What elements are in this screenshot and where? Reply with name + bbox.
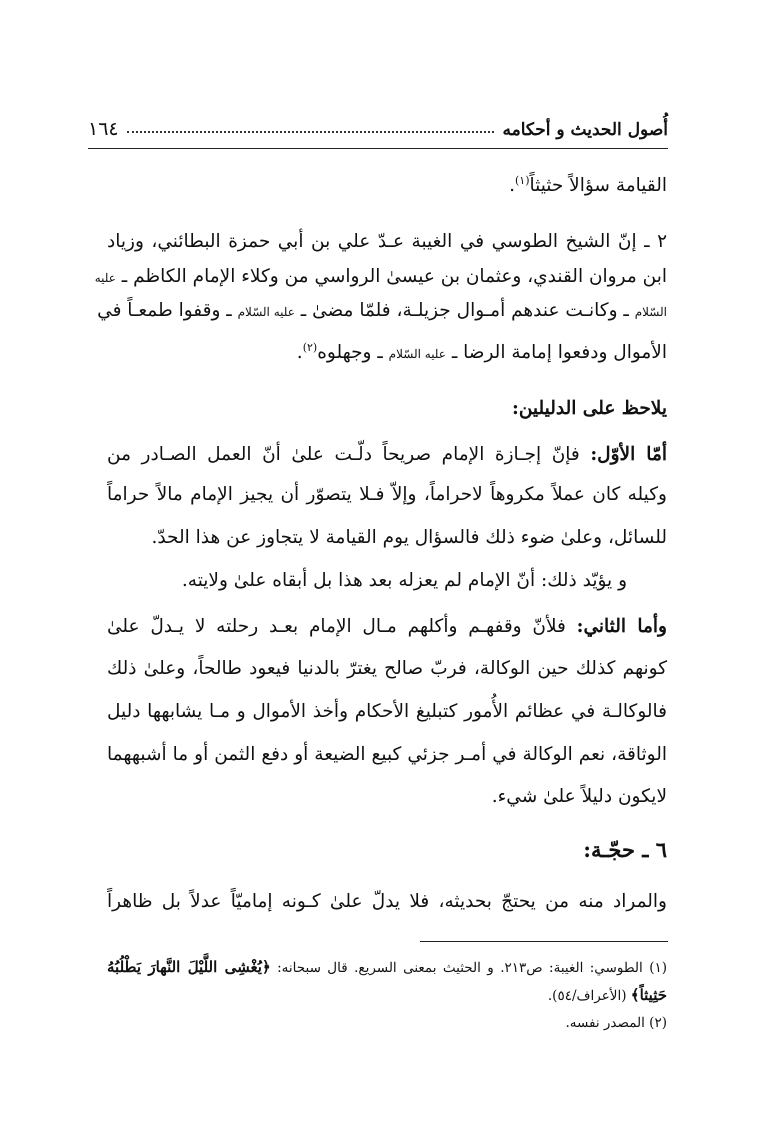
footnote-rule (420, 941, 668, 942)
text-span: فلأنّ وقفهـم وأكلهم مـال الإمام بعـد رحلته لا يـدلّ علىٰ (107, 616, 577, 637)
text-span: ـ وجهلوه (317, 342, 389, 364)
footnote-text: (الأعراف/٥٤). (547, 988, 631, 1004)
text-line: والمراد منه من يحتجّ بحديثه، فلا يدلّ علىٰ كـونه إماميّاً عدلاً بل ظاهراً (107, 891, 667, 912)
text-line (107, 612, 667, 642)
bold-lead: أمّا الأوّل: (590, 444, 667, 465)
text-line: فالوكالـة في عظائم الأُمور كتبليغ الأحكام وأخذ الأموال و مـا يشابهها دليل (107, 701, 667, 722)
footnote-ref: (١) (514, 174, 530, 187)
footnote-line (107, 984, 667, 1007)
leader-dots (127, 131, 495, 133)
honorific: السّلام (634, 305, 667, 319)
text-line (107, 333, 667, 369)
footnote-ref: (٢) (302, 341, 318, 354)
text-span: . (296, 342, 303, 364)
page-header (88, 112, 668, 140)
footnote-text: (١) الطوسي: الغيبة: ص٢١٣. و الحثيث بمعنى السريع. قال سبحانه: (270, 960, 668, 976)
footnote-line (107, 956, 667, 979)
footnote-line: (٢) المصدر نفسه. (565, 1015, 667, 1031)
text-line: وكيله كان عملاً مكروهاً لاحراماً، وإلاّ فـلا يتصوّر أن يجيز الإمام مالاً حراماً (107, 484, 667, 505)
section-heading: ٦ ـ حجّـة: (583, 837, 667, 862)
text-line (97, 296, 667, 327)
text-line: كونهم كذلك حين الوكالة، فربّ صالح يغترّ بالدنيا فيعود طالحاً، وعلىٰ ذلك (107, 658, 667, 679)
text-line: لايكون دليلاً علىٰ شيء. (491, 786, 667, 807)
text-span: القيامة سؤالاً حثيثاً (529, 175, 667, 197)
quran-quote: حَثِيثاً﴾ (630, 986, 667, 1004)
text-span: . (509, 175, 515, 197)
text-line (107, 440, 667, 470)
text-span: الأموال ودفعوا إمامة الرضا ـ (445, 342, 667, 364)
text-span: فإنّ إجـازة الإمام صريحاً دلّـت علىٰ أنّ العمل الصـادر من (107, 444, 591, 465)
text-line: ٢ ـ إنّ الشيخ الطوسي في الغيبة عـدّ علي بن أبي حمزة البطائني، وزياد (107, 231, 667, 252)
quran-quote: ﴿يُغْشِى اللَّيْلَ النَّهارَ يَطْلُبُهُ (107, 958, 271, 976)
honorific: عليه السّلام (237, 305, 295, 319)
text-line (107, 166, 667, 201)
page-number: ١٦٤ (88, 118, 119, 140)
text-line: للسائل، وعلىٰ ضوء ذلك فالسؤال يوم القيامة لا يتجاوز عن هذا الحدّ. (151, 527, 667, 548)
text-line: الوثاقة، نعم الوكالة في أمـر جزئي كبيع الضيعة أو دفع الثمن أو ما أشبههما (107, 744, 667, 765)
section-heading: يلاحظ على الدليلين: (512, 398, 667, 419)
honorific: عليه السّلام (388, 347, 446, 362)
text-line (94, 262, 667, 293)
text-span: ـ وقفوا طمعـاً في (97, 300, 238, 321)
bold-lead: وأما الثاني: (576, 616, 667, 637)
text-line: و يؤيّد ذلك: أنّ الإمام لم يعزله بعد هذا بل أبقاه علىٰ ولايته. (181, 570, 627, 591)
text-span: ابن مروان القندي، وعثمان بن عيسىٰ الرواسي من وكلاء الإمام الكاظم ـ (121, 266, 667, 287)
running-title: أُصول الحديث و أحكامه (502, 120, 668, 140)
header-rule (88, 148, 668, 149)
honorific: عليه (94, 271, 116, 285)
text-span: ـ وكانـت عندهم أمـوال جزيلـة، فلمّا مضىٰ ـ (294, 300, 635, 321)
